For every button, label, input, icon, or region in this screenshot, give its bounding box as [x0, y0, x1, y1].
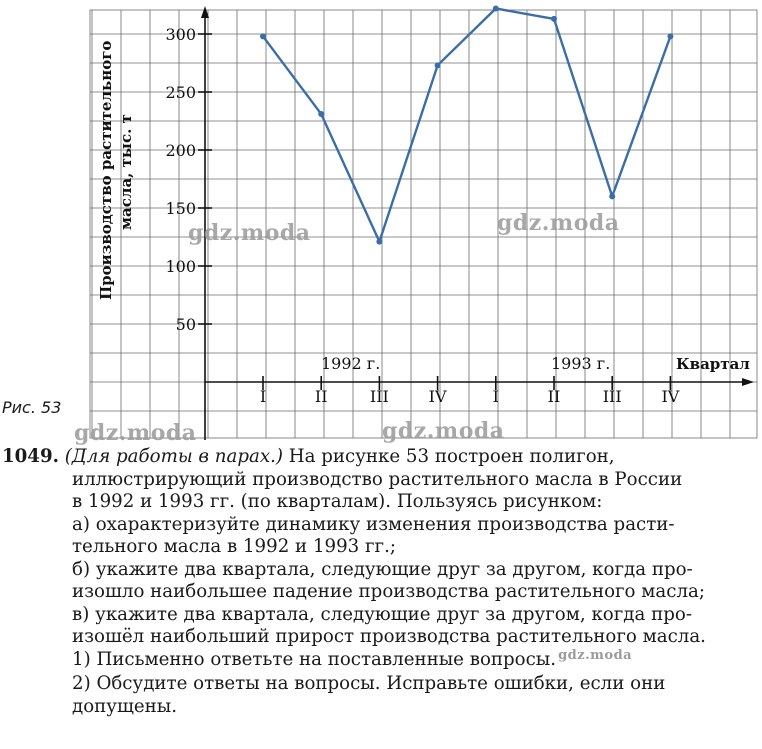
- y-tick-label: 250: [165, 83, 196, 102]
- data-point: [609, 193, 615, 199]
- item-a: а) охарактеризуйте динамику изменения производства расти-: [72, 513, 675, 535]
- question-1-text: 1) Письменно ответьте на поставленные вопросы.: [72, 648, 557, 670]
- data-point: [318, 111, 324, 117]
- data-point: [667, 33, 673, 39]
- x-tick-label: IV: [428, 387, 447, 406]
- data-point: [551, 16, 557, 22]
- exercise-1049: [2, 446, 758, 718]
- exercise-text: иллюстрирующий производство растительного масла в России: [72, 468, 683, 490]
- y-tick-label: 50: [175, 315, 196, 334]
- exercise-text: На рисунке 53 построен полигон,: [288, 446, 615, 467]
- year-label-1992: 1992 г.: [321, 354, 381, 373]
- x-tick-label: I: [492, 387, 499, 406]
- series-group: [260, 5, 673, 244]
- x-tick-label: IV: [661, 387, 680, 406]
- x-tick-label: II: [547, 387, 561, 406]
- watermark: gdz.moda: [382, 418, 505, 444]
- data-point: [435, 62, 441, 68]
- x-axis-label: Квартал: [676, 355, 750, 373]
- watermark: gdz.moda: [497, 210, 620, 236]
- figure-caption: Рис. 53: [2, 398, 62, 417]
- question-2-cont: допущены.: [72, 695, 178, 717]
- data-point: [493, 5, 499, 11]
- y-tick-label: 100: [165, 257, 196, 276]
- item-c: в) укажите два квартала, следующие друг за другом, когда про-: [72, 603, 692, 625]
- exercise-intro: (Для работы в парах.): [64, 446, 283, 467]
- exercise-text: в 1992 и 1993 гг. (по кварталам). Пользуясь рисунком:: [72, 491, 603, 512]
- watermark: gdz.moda: [188, 220, 311, 246]
- item-c-cont: изошёл наибольший прирост производства растительного масла.: [72, 626, 706, 647]
- data-point: [260, 33, 266, 39]
- x-tick-label: II: [314, 387, 328, 406]
- x-tick-group: [260, 376, 680, 406]
- watermark: gdz.moda: [558, 647, 633, 663]
- item-a-cont: тельного масла в 1992 и 1993 гг.;: [72, 536, 396, 557]
- x-tick-label: III: [369, 387, 389, 406]
- question-2: 2) Обсудите ответы на вопросы. Исправьте ошибки, если они: [72, 673, 666, 694]
- x-tick-label: III: [602, 387, 622, 406]
- y-axis-label-line1: Производство растительного: [97, 40, 115, 300]
- item-b: б) укажите два квартала, следующие друг за другом, когда про-: [72, 558, 693, 580]
- exercise-number: 1049.: [2, 446, 59, 467]
- y-tick-label: 150: [165, 199, 196, 218]
- x-tick-label: I: [259, 387, 267, 406]
- data-point: [376, 239, 382, 245]
- x-axis-arrow: [742, 378, 754, 386]
- watermark: gdz.moda: [74, 420, 197, 446]
- y-tick-label: 200: [165, 141, 196, 160]
- y-tick-label: 300: [165, 25, 196, 44]
- year-label-1993: 1993 г.: [551, 354, 611, 373]
- y-axis-label-line2: масла, тыс. т: [117, 114, 135, 230]
- question-1: [2, 649, 758, 674]
- item-b-cont: изошло наибольшее падение производства растительного масла;: [72, 581, 705, 602]
